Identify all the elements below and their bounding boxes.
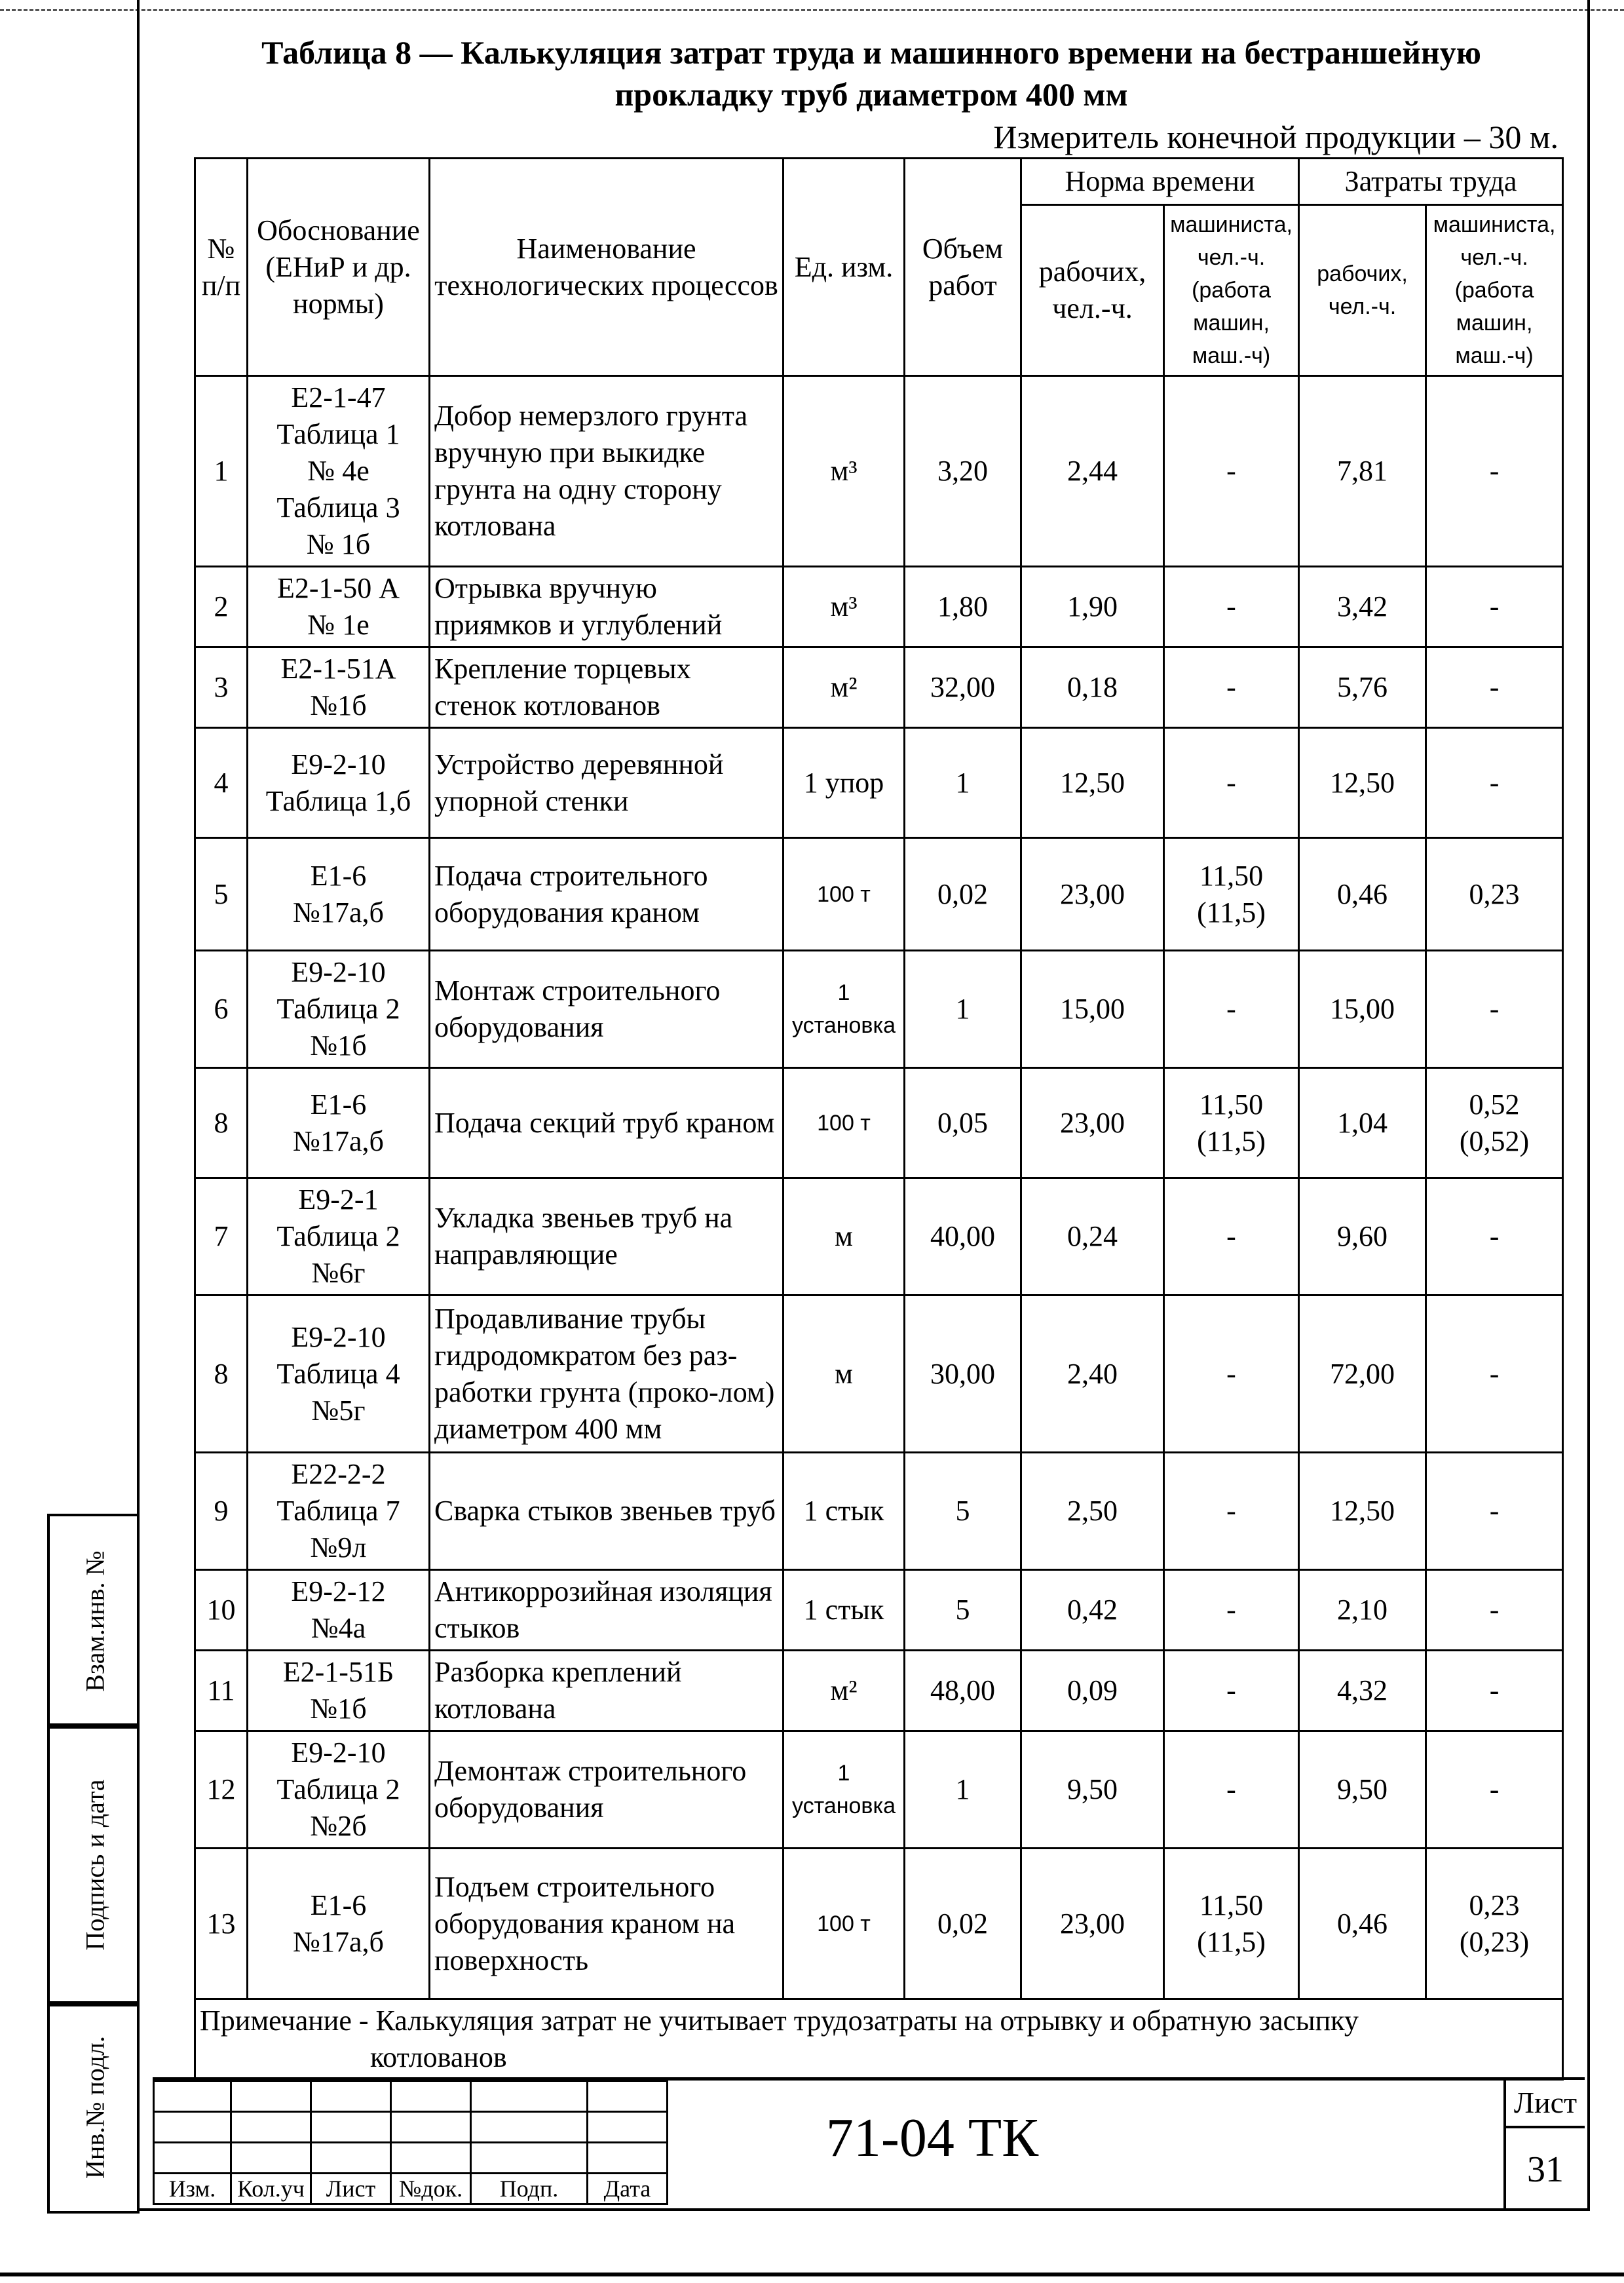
row-process-name: Монтаж строительного оборудования xyxy=(430,951,784,1068)
row-process-name: Отрывка вручную приямков и углублений xyxy=(430,567,784,647)
sheet-box xyxy=(1503,2080,1585,2211)
row-cost-workers: 12,50 xyxy=(1299,728,1426,838)
row-cost-workers: 7,81 xyxy=(1299,376,1426,567)
row-cost-machinist: 0,23 (0,23) xyxy=(1426,1849,1563,1999)
revision-labels xyxy=(154,2174,668,2204)
labor-cost-table xyxy=(194,157,1564,2081)
sidebar-sign-date: Подпись и дата xyxy=(80,1779,109,1951)
row-norm-machinist: - xyxy=(1164,1295,1299,1453)
row-volume: 32,00 xyxy=(905,647,1021,728)
header-basis: Обоснование (ЕНиР и др. нормы) xyxy=(248,159,430,376)
row-volume: 1 xyxy=(905,951,1021,1068)
row-volume: 48,00 xyxy=(905,1651,1021,1731)
header-norm-machinist: машиниста, чел.-ч. (работа машин, маш.-ч) xyxy=(1164,205,1299,376)
bottom-line xyxy=(0,2273,1624,2276)
row-cost-workers: 5,76 xyxy=(1299,647,1426,728)
header-cost-group: Затраты труда xyxy=(1299,159,1563,205)
row-norm-machinist: - xyxy=(1164,1570,1299,1651)
sidebar-inv-orig: Инв.№ подл. xyxy=(80,2036,109,2179)
row-process-name: Устройство деревянной упорной стенки xyxy=(430,728,784,838)
row-cost-machinist: 0,52 (0,52) xyxy=(1426,1068,1563,1178)
header-cost-workers: рабочих, чел.-ч. xyxy=(1299,205,1426,376)
row-norm-workers: 2,44 xyxy=(1021,376,1164,567)
row-cost-workers: 15,00 xyxy=(1299,951,1426,1068)
row-cost-workers: 9,50 xyxy=(1299,1731,1426,1849)
row-cost-workers: 3,42 xyxy=(1299,567,1426,647)
row-num: 12 xyxy=(195,1731,248,1849)
row-basis: Е9-2-10 Таблица 1,б xyxy=(248,728,430,838)
rev-col-kolych: Кол.уч xyxy=(231,2174,311,2204)
row-cost-machinist: - xyxy=(1426,1731,1563,1849)
row-basis: Е1-6 №17а,б xyxy=(248,1849,430,1999)
row-basis: Е2-1-47 Таблица 1 № 4е Таблица 3 № 1б xyxy=(248,376,430,567)
row-norm-machinist: - xyxy=(1164,376,1299,567)
row-unit: 1 упор xyxy=(784,728,905,838)
row-basis: Е1-6 №17а,б xyxy=(248,1068,430,1178)
table-row xyxy=(195,567,1563,647)
row-norm-workers: 0,18 xyxy=(1021,647,1164,728)
row-process-name: Укладка звеньев труб на направляющие xyxy=(430,1178,784,1295)
sheet-label: Лист xyxy=(1506,2080,1585,2128)
row-volume: 5 xyxy=(905,1570,1021,1651)
row-process-name: Разборка креплений котлована xyxy=(430,1651,784,1731)
table-row xyxy=(195,1849,1563,1999)
row-norm-workers: 9,50 xyxy=(1021,1731,1164,1849)
note-line-2: котлованов xyxy=(370,2041,507,2073)
title-line-2: прокладку труб диаметром 400 мм xyxy=(614,76,1128,113)
table-row xyxy=(195,1178,1563,1295)
row-norm-machinist: 11,50 (11,5) xyxy=(1164,838,1299,951)
row-basis: Е1-6 №17а,б xyxy=(248,838,430,951)
table-row xyxy=(195,1651,1563,1731)
row-num: 10 xyxy=(195,1570,248,1651)
page-title xyxy=(216,31,1526,115)
row-num: 5 xyxy=(195,838,248,951)
row-cost-workers: 12,50 xyxy=(1299,1453,1426,1570)
table-row xyxy=(195,1453,1563,1570)
rev-col-podp: Подп. xyxy=(471,2174,588,2204)
sidebar-inv-orig-box xyxy=(47,2001,140,2214)
row-norm-workers: 15,00 xyxy=(1021,951,1164,1068)
row-basis: Е9-2-10 Таблица 4 №5г xyxy=(248,1295,430,1453)
row-cost-workers: 1,04 xyxy=(1299,1068,1426,1178)
row-unit: 100 т xyxy=(784,838,905,951)
row-unit: 100 т xyxy=(784,1068,905,1178)
row-volume: 3,20 xyxy=(905,376,1021,567)
row-cost-machinist: - xyxy=(1426,1651,1563,1731)
row-norm-workers: 23,00 xyxy=(1021,1849,1164,1999)
row-cost-machinist: - xyxy=(1426,1453,1563,1570)
header-row-1 xyxy=(195,159,1563,205)
row-unit: м³ xyxy=(784,376,905,567)
row-process-name: Демонтаж строительного оборудования xyxy=(430,1731,784,1849)
row-num: 3 xyxy=(195,647,248,728)
row-norm-workers: 23,00 xyxy=(1021,838,1164,951)
row-norm-machinist: - xyxy=(1164,1731,1299,1849)
row-cost-workers: 2,10 xyxy=(1299,1570,1426,1651)
rev-col-ndok: №док. xyxy=(391,2174,471,2204)
revision-table xyxy=(153,2080,668,2205)
table-row xyxy=(195,728,1563,838)
row-basis: Е9-2-10 Таблица 2 №1б xyxy=(248,951,430,1068)
row-num: 8 xyxy=(195,1068,248,1178)
header-norm-workers: рабочих, чел.-ч. xyxy=(1021,205,1164,376)
row-num: 9 xyxy=(195,1453,248,1570)
table-row xyxy=(195,1731,1563,1849)
row-volume: 30,00 xyxy=(905,1295,1021,1453)
table-row xyxy=(195,1068,1563,1178)
header-unit: Ед. изм. xyxy=(784,159,905,376)
table-row xyxy=(195,1295,1563,1453)
row-unit: м² xyxy=(784,647,905,728)
row-norm-machinist: - xyxy=(1164,647,1299,728)
row-norm-machinist: - xyxy=(1164,567,1299,647)
row-cost-workers: 72,00 xyxy=(1299,1295,1426,1453)
row-norm-machinist: 11,50 (11,5) xyxy=(1164,1849,1299,1999)
row-cost-machinist: - xyxy=(1426,1178,1563,1295)
row-cost-machinist: - xyxy=(1426,376,1563,567)
row-norm-workers: 2,40 xyxy=(1021,1295,1164,1453)
table-row xyxy=(195,838,1563,951)
row-num: 8 xyxy=(195,1295,248,1453)
row-cost-machinist: - xyxy=(1426,951,1563,1068)
sheet-number: 31 xyxy=(1527,2149,1564,2190)
row-volume: 0,05 xyxy=(905,1068,1021,1178)
header-name: Наименование технологических процессов xyxy=(430,159,784,376)
row-process-name: Антикоррозийная изоляция стыков xyxy=(430,1570,784,1651)
row-unit: 1 стык xyxy=(784,1570,905,1651)
rev-col-list: Лист xyxy=(311,2174,391,2204)
row-unit: 1 установка xyxy=(784,951,905,1068)
row-cost-workers: 0,46 xyxy=(1299,838,1426,951)
row-unit: 1 стык xyxy=(784,1453,905,1570)
document-number: 71-04 ТК xyxy=(825,2107,1039,2168)
row-norm-workers: 12,50 xyxy=(1021,728,1164,838)
rev-col-data: Дата xyxy=(588,2174,668,2204)
header-norm-group: Норма времени xyxy=(1021,159,1299,205)
table-row xyxy=(195,376,1563,567)
row-cost-machinist: - xyxy=(1426,647,1563,728)
row-basis: Е9-2-1 Таблица 2 №6г xyxy=(248,1178,430,1295)
row-num: 11 xyxy=(195,1651,248,1731)
row-num: 13 xyxy=(195,1849,248,1999)
title-block xyxy=(153,2077,1585,2211)
row-norm-machinist: - xyxy=(1164,728,1299,838)
rev-col-izm: Изм. xyxy=(154,2174,231,2204)
row-cost-machinist: - xyxy=(1426,1570,1563,1651)
row-norm-machinist: - xyxy=(1164,1651,1299,1731)
sidebar-replace-inv-box xyxy=(47,1514,140,1729)
row-num: 7 xyxy=(195,1178,248,1295)
row-cost-machinist: - xyxy=(1426,1295,1563,1453)
row-norm-machinist: - xyxy=(1164,1178,1299,1295)
row-unit: м xyxy=(784,1178,905,1295)
table-row xyxy=(195,951,1563,1068)
row-volume: 1,80 xyxy=(905,567,1021,647)
measure-unit: Измеритель конечной продукции – 30 м. xyxy=(993,119,1558,155)
row-norm-workers: 0,24 xyxy=(1021,1178,1164,1295)
row-process-name: Продавливание трубы гидродомкратом без раз-работки грунта (проко-лом) диаметром 400 мм xyxy=(430,1295,784,1453)
row-num: 4 xyxy=(195,728,248,838)
row-cost-machinist: 0,23 xyxy=(1426,838,1563,951)
row-unit: м xyxy=(784,1295,905,1453)
row-volume: 40,00 xyxy=(905,1178,1021,1295)
note-line-1: Примечание - Калькуляция затрат не учитывает трудозатраты на отрывку и обратную засыпку xyxy=(200,2005,1359,2037)
row-volume: 0,02 xyxy=(905,1849,1021,1999)
row-norm-machinist: - xyxy=(1164,1453,1299,1570)
row-basis: Е2-1-50 А № 1е xyxy=(248,567,430,647)
row-unit: м² xyxy=(784,1651,905,1731)
row-norm-machinist: - xyxy=(1164,951,1299,1068)
row-norm-workers: 0,09 xyxy=(1021,1651,1164,1731)
row-process-name: Подача строительного оборудования краном xyxy=(430,838,784,951)
row-cost-machinist: - xyxy=(1426,728,1563,838)
row-cost-machinist: - xyxy=(1426,567,1563,647)
row-norm-machinist: 11,50 (11,5) xyxy=(1164,1068,1299,1178)
row-basis: Е9-2-10 Таблица 2 №2б xyxy=(248,1731,430,1849)
row-cost-workers: 4,32 xyxy=(1299,1651,1426,1731)
table-row xyxy=(195,647,1563,728)
row-process-name: Сварка стыков звеньев труб xyxy=(430,1453,784,1570)
sidebar-sign-date-box xyxy=(47,1723,140,2006)
row-basis: Е22-2-2 Таблица 7 №9л xyxy=(248,1453,430,1570)
row-cost-workers: 9,60 xyxy=(1299,1178,1426,1295)
row-volume: 1 xyxy=(905,1731,1021,1849)
row-unit: м³ xyxy=(784,567,905,647)
header-volume: Объем работ xyxy=(905,159,1021,376)
row-norm-workers: 2,50 xyxy=(1021,1453,1164,1570)
row-norm-workers: 0,42 xyxy=(1021,1570,1164,1651)
title-line-1: Таблица 8 — Калькуляция затрат труда и машинного времени на бестраншейную xyxy=(261,34,1481,71)
table-row xyxy=(195,1570,1563,1651)
row-process-name: Крепление торцевых стенок котлованов xyxy=(430,647,784,728)
row-volume: 1 xyxy=(905,728,1021,838)
table-body xyxy=(195,376,1563,1999)
header-cost-machinist: машиниста, чел.-ч. (работа машин, маш.-ч) xyxy=(1426,205,1563,376)
row-basis: Е2-1-51Б №1б xyxy=(248,1651,430,1731)
row-basis: Е2-1-51А №1б xyxy=(248,647,430,728)
table-note xyxy=(195,1999,1563,2080)
row-volume: 5 xyxy=(905,1453,1021,1570)
row-process-name: Подача секций труб краном xyxy=(430,1068,784,1178)
row-cost-workers: 0,46 xyxy=(1299,1849,1426,1999)
row-unit: 1 установка xyxy=(784,1731,905,1849)
note-row xyxy=(195,1999,1563,2080)
row-volume: 0,02 xyxy=(905,838,1021,951)
row-unit: 100 т xyxy=(784,1849,905,1999)
row-num: 1 xyxy=(195,376,248,567)
row-basis: Е9-2-12 №4а xyxy=(248,1570,430,1651)
row-process-name: Добор немерзлого грунта вручную при выкидке грунта на одну сторону котлована xyxy=(430,376,784,567)
row-process-name: Подъем строительного оборудования краном на поверхность xyxy=(430,1849,784,1999)
row-num: 6 xyxy=(195,951,248,1068)
row-num: 2 xyxy=(195,567,248,647)
header-num: № п/п xyxy=(195,159,248,376)
row-norm-workers: 23,00 xyxy=(1021,1068,1164,1178)
sidebar-replace-inv: Взам.инв. № xyxy=(80,1550,109,1692)
row-norm-workers: 1,90 xyxy=(1021,567,1164,647)
